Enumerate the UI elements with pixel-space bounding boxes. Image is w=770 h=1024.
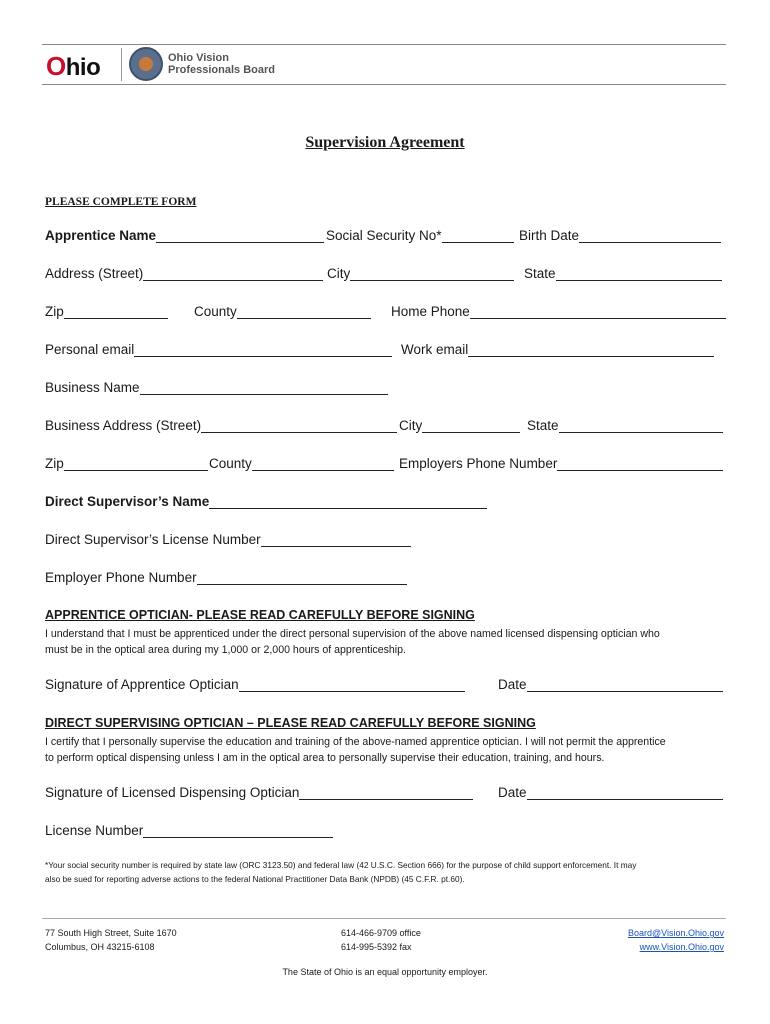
county-field[interactable] xyxy=(237,304,371,319)
apprentice-name-field[interactable] xyxy=(156,228,324,243)
address-street-label: Address (Street) xyxy=(45,266,144,281)
footer-phone-fax: 614-995-5392 fax xyxy=(341,942,412,952)
business-address-field[interactable] xyxy=(201,418,397,433)
supervisor-section-heading: DIRECT SUPERVISING OPTICIAN – PLEASE READ CAREFULLY BEFORE SIGNING xyxy=(45,716,536,730)
board-name-line2: Professionals Board xyxy=(168,64,275,76)
ssn-field[interactable] xyxy=(442,228,514,243)
direct-supervisor-license-field[interactable] xyxy=(261,532,411,547)
supervisor-text-line2: to perform optical dispensing unless I am in the optical area to personally supervise their education, training, and hours. xyxy=(45,752,605,764)
business-city-label: City xyxy=(399,418,423,433)
equal-opportunity-statement: The State of Ohio is an equal opportunity employer. xyxy=(282,967,488,977)
employers-phone-label: Employers Phone Number xyxy=(399,456,558,471)
apprentice-section-text xyxy=(45,626,729,658)
direct-supervisor-license-label: Direct Supervisor’s License Number xyxy=(45,532,261,547)
apprentice-date-label: Date xyxy=(498,677,527,692)
footer-rule xyxy=(42,918,726,919)
zip-label: Zip xyxy=(45,304,64,319)
city-label: City xyxy=(327,266,351,281)
footer-phone-office: 614-466-9709 office xyxy=(341,928,421,938)
license-number-field[interactable] xyxy=(143,823,333,838)
supervisor-text-line1: I certify that I personally supervise the education and training of the above-named apprentice optician. I will not permit the apprentice xyxy=(45,736,666,748)
employers-phone-field[interactable] xyxy=(557,456,723,471)
footer-contact xyxy=(628,926,724,954)
footer-address-line2: Columbus, OH 43215-6108 xyxy=(45,942,155,952)
board-name xyxy=(168,52,275,76)
ssn-footnote xyxy=(45,858,729,886)
apprentice-signature-field[interactable] xyxy=(239,677,465,692)
form-subheading: PLEASE COMPLETE FORM xyxy=(45,196,197,208)
work-email-label: Work email xyxy=(401,342,469,357)
personal-email-field[interactable] xyxy=(134,342,392,357)
zip-field[interactable] xyxy=(64,304,168,319)
city-field[interactable] xyxy=(350,266,514,281)
personal-email-label: Personal email xyxy=(45,342,135,357)
supervisor-section-text xyxy=(45,734,729,766)
footer-website-link[interactable]: www.Vision.Ohio.gov xyxy=(639,942,724,952)
footer-phones xyxy=(341,926,421,954)
business-name-label: Business Name xyxy=(45,380,140,395)
ohio-logo: Ohio xyxy=(46,51,101,81)
business-name-field[interactable] xyxy=(140,380,388,395)
footnote-line2: also be sued for reporting adverse actions to the federal National Practitioner Data Bank (NPDB) (45 C.F.R. pt.60). xyxy=(45,874,465,884)
apprentice-date-field[interactable] xyxy=(527,677,723,692)
license-number-label: License Number xyxy=(45,823,144,838)
county-label: County xyxy=(194,304,237,319)
business-state-field[interactable] xyxy=(559,418,723,433)
footer-email-link[interactable]: Board@Vision.Ohio.gov xyxy=(627,928,724,938)
page-title: Supervision Agreement xyxy=(305,134,465,151)
logo-divider xyxy=(121,48,122,81)
footer-address-line1: 77 South High Street, Suite 1670 xyxy=(45,928,177,938)
apprentice-section-heading: APPRENTICE OPTICIAN- PLEASE READ CAREFULLY BEFORE SIGNING xyxy=(45,608,475,622)
ohio-seal-icon xyxy=(129,47,163,81)
business-county-field[interactable] xyxy=(252,456,394,471)
header-top-rule xyxy=(42,44,726,45)
employer-phone-field[interactable] xyxy=(197,570,407,585)
business-zip-field[interactable] xyxy=(64,456,208,471)
direct-supervisor-name-field[interactable] xyxy=(209,494,487,509)
business-city-field[interactable] xyxy=(422,418,520,433)
supervisor-date-field[interactable] xyxy=(527,785,723,800)
birth-date-field[interactable] xyxy=(579,228,721,243)
home-phone-label: Home Phone xyxy=(391,304,470,319)
apprentice-name-label: Apprentice Name xyxy=(45,228,157,243)
business-zip-label: Zip xyxy=(45,456,64,471)
business-address-label: Business Address (Street) xyxy=(45,418,202,433)
letterhead xyxy=(42,44,726,86)
board-name-line1: Ohio Vision xyxy=(168,52,229,64)
business-state-label: State xyxy=(527,418,559,433)
address-street-field[interactable] xyxy=(143,266,323,281)
header-bottom-rule xyxy=(42,84,726,85)
apprentice-signature-label: Signature of Apprentice Optician xyxy=(45,677,239,692)
work-email-field[interactable] xyxy=(468,342,714,357)
apprentice-text-line2: must be in the optical area during my 1,000 or 2,000 hours of apprenticeship. xyxy=(45,644,406,656)
ssn-label: Social Security No* xyxy=(326,228,442,243)
apprentice-text-line1: I understand that I must be apprenticed under the direct personal supervision of the above named licensed dispensing optician who xyxy=(45,628,660,640)
footnote-line1: *Your social security number is required by state law (ORC 3123.50) and federal law (42 U.S.C. Section 666) for the purpose of child support enforcement. It may xyxy=(45,860,637,870)
business-county-label: County xyxy=(209,456,252,471)
birth-date-label: Birth Date xyxy=(519,228,580,243)
supervisor-signature-field[interactable] xyxy=(299,785,473,800)
state-field[interactable] xyxy=(556,266,722,281)
footer-address xyxy=(45,926,177,954)
supervisor-date-label: Date xyxy=(498,785,527,800)
employer-phone-label: Employer Phone Number xyxy=(45,570,197,585)
direct-supervisor-name-label: Direct Supervisor’s Name xyxy=(45,494,210,509)
supervisor-signature-label: Signature of Licensed Dispensing Optician xyxy=(45,785,300,800)
state-label: State xyxy=(524,266,556,281)
home-phone-field[interactable] xyxy=(470,304,726,319)
